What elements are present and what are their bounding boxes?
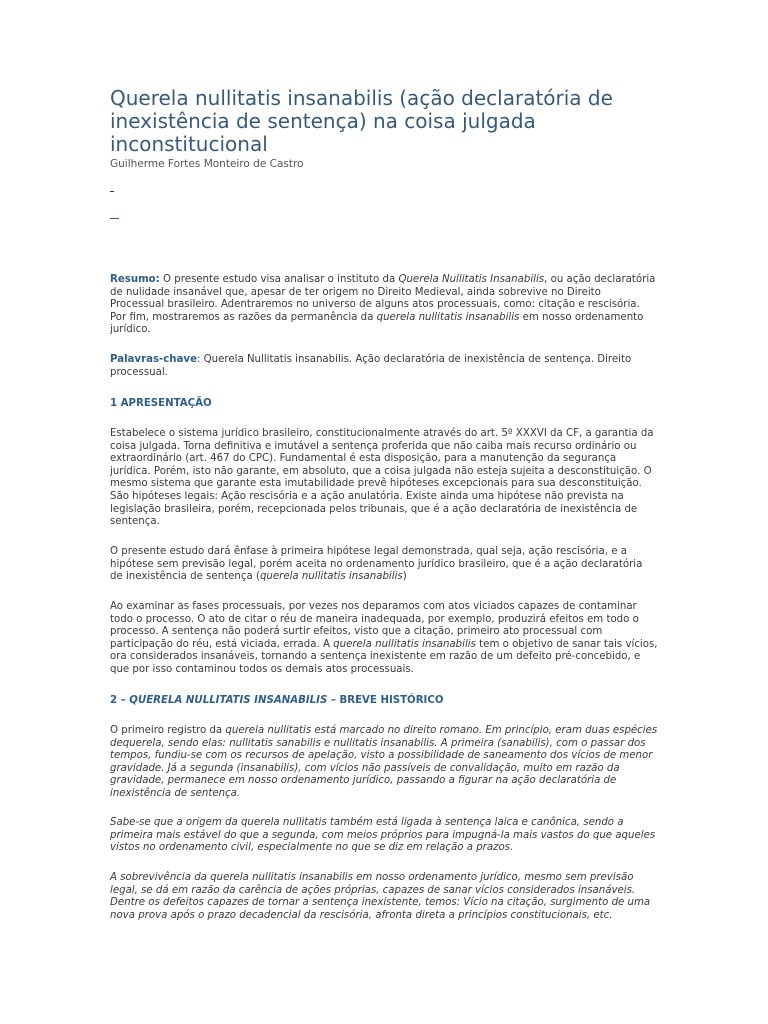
abstract-text-1: O presente estudo visa analisar o instituto da [159,274,399,285]
section1-heading: 1 APRESENTAÇÃO [110,398,212,409]
section2-paragraph-1 [110,725,658,801]
keywords-block [110,354,658,379]
header-block [110,87,658,219]
section1-p1-block [110,428,658,529]
section2-heading [110,694,658,707]
dash-link[interactable] [110,191,114,192]
section1-paragraph-3 [110,601,658,677]
s1p2-italic-1: querela nullitatis insanabilis [259,571,403,583]
keywords-label: Palavras-chave [110,354,197,365]
s1p3-text-1: Ao examinar as fases processuais, por vezes nos deparamos com atos viciados capazes de contaminar todo o processo. O ato de citar o réu de maneira inadequada, por exemplo, produzirá efeitos em todo o processo. A sentença não poderá surtir efeitos, visto que a citação, primeiro ato processual com participação do réu, está viciada, errada. A [110,601,639,650]
section2-p3-block [110,872,658,922]
abstract-text-2: , ou ação declaratória de nulidade insanável que, apesar de ter origem no Direito Medieval, ainda sobrevive no Direito Processual brasileiro. Adentraremos no universo de alguns atos processuais, como: citação e rescisória. Por fim, mostraremos as razões da permanência da [110,274,656,323]
section1-p3-block [110,601,658,677]
abstract-text-3: em nosso ordenamento jurídico. [110,311,644,336]
section1-p2-block [110,546,658,584]
s1p2-text-1: O presente estudo dará ênfase à primeira hipótese legal demonstrada, qual seja, ação rescisória, e a hipótese sem previsão legal, porém aceita no ordenamento jurídico brasileiro, que é a ação declaratória de inexistência de sentença ( [110,546,643,583]
section2-heading-block [110,694,658,707]
s2p1-text-1: O primeiro registro da [110,725,226,736]
section2-p2-block [110,817,658,855]
section2-p1-block [110,725,658,801]
section2-paragraph-3: A sobrevivência da querela nullitatis insanabilis em nosso ordenamento jurídico, mesmo sem previsão legal, se dá em razão da carência de ações próprias, capazes de sanar vícios considerados insanáveis. Dentre os defeitos capazes de tornar a sentença inexistente, temos: Vício na citação, surgimento de uma nova prova após o prazo decadencial da rescisória, afronta direta a princípios constitucionais, etc. [110,872,651,921]
underline-link[interactable] [110,218,119,219]
section1-paragraph-2 [110,546,658,584]
section1-heading-block [110,397,658,410]
document-title: Querela nullitatis insanabilis (ação declaratória de inexistência de sentença) na coisa julgada inconstitucional [110,86,613,156]
abstract-italic-2: querela nullitatis insanabilis [376,311,520,323]
abstract-block [110,274,658,337]
s2h-text-1: 2 – [110,695,130,706]
s2p1-italic-1: querela nullitatis está marcado no direito romano. Em princípio, eram duas espécies dequerela, sendo elas: nullitatis sanabilis e nullitatis insanabilis. A primeira (sanabilis), com o passar dos tempos, fundiu-se com os recursos de apelação, visto a possibilidade de saneamento dos vícios de menor gravidade. Já a segunda (insanabilis), com vícios não passíveis de convalidação, muito em razão da gravidade, permanece em nosso ordenamento jurídico, passando a figurar na ação declaratória de inexistência de sentença. [110,725,658,799]
s1p3-italic-1: querela nullitatis insanabilis [333,638,476,650]
section2-paragraph-2: Sabe-se que a origem da querela nullitatis também está ligada à sentença laica e canônica, sendo a primeira mais estável do que a segunda, com meios próprios para impugná-la mais vastos do que aqueles vistos no ordenamento civil, especialmente no que se diz em relação a prazos. [110,817,656,854]
s2h-italic-1: QUERELA NULLITATIS INSANABILIS [129,695,328,706]
s2h-text-2: – BREVE HISTÓRICO [327,695,444,706]
keywords-paragraph [110,354,658,379]
abstract-label: Resumo: [110,274,160,285]
keywords-text: : Querela Nullitatis insanabilis. Ação declaratória de inexistência de sentença. Direito processual. [110,354,632,378]
abstract-italic-1: Querela Nullitatis Insanabilis [398,274,545,285]
s1p2-text-2: ) [402,571,407,583]
s1p3-text-2: tem o objetivo de sanar tais vícios, ora considerados insanáveis, tornando a sentença inexistente em razão de um defeito pré-concebido, e que por isso contaminou todos os demais atos processuais. [110,638,658,675]
author-name: Guilherme Fortes Monteiro de Castro [110,158,304,170]
section1-paragraph-1: Estabelece o sistema jurídico brasileiro, constitucionalmente através do art. 5º XXXVI da CF, a garantia da coisa julgada. Torna definitiva e imutável a sentença proferida que não caiba mais recurso ordinário ou extraordinário (art. 467 do CPC). Fundamental é esta disposição, para a manutenção da segurança jurídica. Porém, isto não garante, em absoluto, que a coisa julgada não esteja sujeita a desconstituição. O mesmo sistema que garante esta imutabilidade prevê hipóteses excepcionais para sua desconstituição. São hipóteses legais: Ação rescisória e a ação anulatória. Existe ainda uma hipótese não prevista na legislação brasileira, porém, recepcionada pelos tribunais, que é a ação declaratória de inexistência de sentença. [110,428,654,528]
abstract-paragraph [110,274,658,337]
